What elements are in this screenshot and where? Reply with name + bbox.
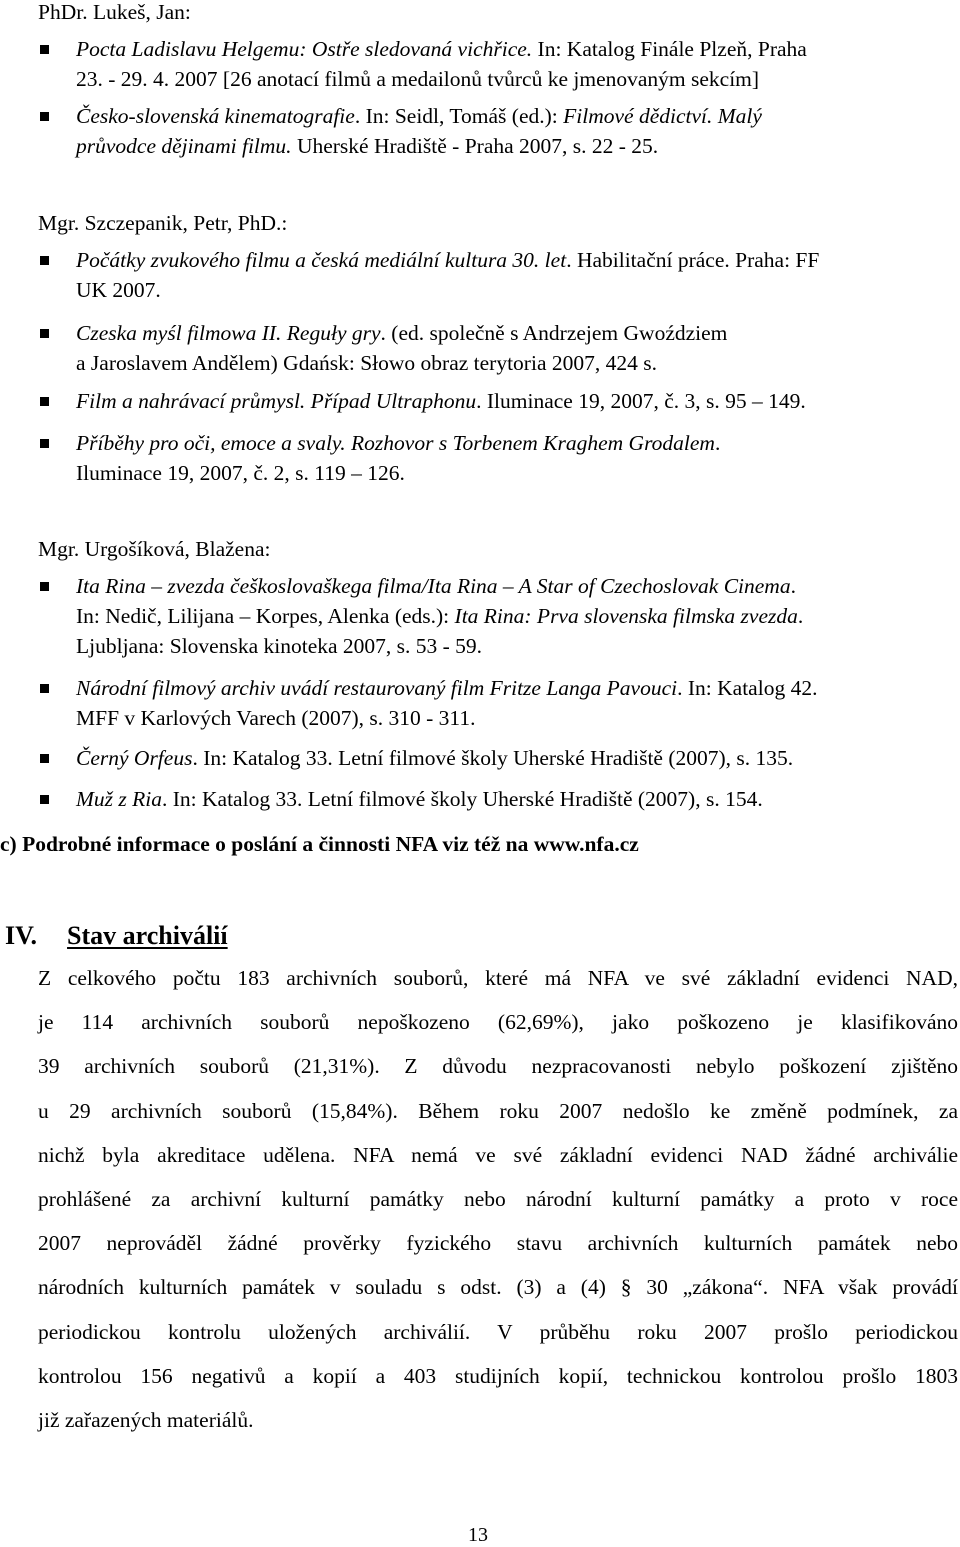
reference-line [76,636,482,658]
bullet-icon [40,329,49,338]
bullet-icon [40,397,49,406]
reference-text: UK 2007. [76,278,161,302]
bullet-icon [40,582,49,591]
reference-line [76,69,759,91]
reference-text: Iluminace 19, 2007, č. 2, s. 119 – 126. [76,461,405,485]
paragraph-line: již zařazených materiálů. [38,1408,254,1432]
chapter-number: IV. [5,921,38,950]
reference-text: 23. - 29. 4. 2007 [26 anotací filmů a medailonů tvůrců ke jmenovaným sekcím] [76,67,760,91]
bullet-icon [40,112,49,121]
reference-line [76,136,658,158]
reference-line [76,250,819,272]
reference-line [76,39,807,61]
paragraph-line: prohlášené za archivní kulturní památky nebo národní kulturní památky a proto v roce [38,1187,958,1211]
reference-line [76,433,720,455]
reference-title: průvodce dějinami filmu. [76,134,292,158]
reference-text: . [714,431,721,455]
reference-title: Muž z Ria [76,787,162,811]
reference-text: . [797,604,804,628]
paragraph-line: kontrolou 156 negativů a kopií a 403 studijních kopií, technickou kontrolou prošlo 1803 [38,1364,958,1388]
page-number: 13 [468,1524,488,1546]
reference-line [76,106,762,128]
reference-title: Ita Rina – zvezda češkoslovaškega filma/Ita Rina – A Star of Czechoslovak Cinema [76,574,791,598]
paragraph-line: nichž byla akreditace udělena. NFA nemá ve své základní evidenci NAD žádné archiválie [38,1143,958,1167]
reference-line [76,353,657,375]
reference-title: Czeska myśl filmowa II. Reguły gry [76,321,381,345]
reference-text: . [790,574,796,598]
reference-title: Film a nahrávací průmysl. Případ Ultraphonu [76,389,477,413]
bullet-icon [40,684,49,693]
reference-text: . In: Seidl, Tomáš (ed.): [354,104,564,128]
bullet-icon [40,754,49,763]
reference-line [76,678,817,700]
reference-line [76,606,803,628]
paragraph-line: periodickou kontrolu uložených archiválií. V průběhu roku 2007 prošlo periodickou [38,1320,958,1344]
author-name: Mgr. Urgošíková, Blažena: [38,537,271,561]
reference-title: Česko-slovenská kinematografie [76,104,355,128]
bullet-icon [40,45,49,54]
reference-line [76,463,405,485]
reference-text: . In: Katalog 33. Letní filmové školy Uherské Hradiště (2007), s. 154. [162,787,763,811]
reference-text: Uherské Hradiště - Praha 2007, s. 22 - 25. [291,134,659,158]
reference-title: Černý Orfeus [76,746,193,770]
reference-text: In: Nedič, Lilijana – Korpes, Alenka (eds.): [76,604,455,628]
note-c: c) Podrobné informace o poslání a činnosti NFA viz též na www.nfa.cz [0,832,639,856]
reference-text: Ljubljana: Slovenska kinoteka 2007, s. 53 - 59. [76,634,483,658]
reference-line [76,789,763,811]
chapter-title: Stav archiválií [67,921,228,950]
reference-title: Národní filmový archiv uvádí restaurovaný film Fritze Langa Pavouci [76,676,678,700]
reference-text: MFF v Karlových Varech (2007), s. 310 - 311. [76,706,476,730]
reference-text: . Habilitační práce. Praha: FF [566,248,820,272]
reference-line [76,391,806,413]
reference-text: a Jaroslavem Andělem) Gdańsk: Słowo obraz terytoria 2007, 424 s. [76,351,657,375]
chapter-heading [5,923,228,949]
author-name: PhDr. Lukeš, Jan: [38,0,191,24]
reference-title: Příběhy pro oči, emoce a svaly. Rozhovor s Torbenem Kraghem Grodalem [76,431,715,455]
paragraph-line: je 114 archivních souborů nepoškozeno (62,69%), jako poškozeno je klasifikováno [38,1010,958,1034]
reference-text: . Iluminace 19, 2007, č. 3, s. 95 – 149. [476,389,806,413]
reference-line [76,748,793,770]
bullet-icon [40,795,49,804]
paragraph-line: 39 archivních souborů (21,31%). Z důvodu nezpracovanosti nebylo poškození zjištěno [38,1054,958,1078]
reference-line [76,708,476,730]
reference-line [76,576,796,598]
reference-line [76,323,727,345]
paragraph-line: Z celkového počtu 183 archivních souborů, které má NFA ve své základní evidenci NAD, [38,966,958,990]
reference-text: . In: Katalog 33. Letní filmové školy Uherské Hradiště (2007), s. 135. [192,746,794,770]
reference-title: Počátky zvukového filmu a česká mediální kultura 30. let [76,248,567,272]
bullet-icon [40,256,49,265]
paragraph-line: národních kulturních památek v souladu s odst. (3) a (4) § 30 „zákona“. NFA však provádí [38,1275,958,1299]
reference-title: Ita Rina: Prva slovenska filmska zvezda [454,604,798,628]
reference-text: In: Katalog Finále Plzeň, Praha [532,37,807,61]
bullet-icon [40,439,49,448]
paragraph-line: 2007 neprováděl žádné prověrky fyzického stavu archivních kulturních památek nebo [38,1231,958,1255]
reference-text: . In: Katalog 42. [677,676,818,700]
paragraph-line: u 29 archivních souborů (15,84%). Během roku 2007 nedošlo ke změně podmínek, za [38,1099,958,1123]
reference-title: Pocta Ladislavu Helgemu: Ostře sledovaná vichřice. [76,37,533,61]
author-name: Mgr. Szczepanik, Petr, PhD.: [38,211,288,235]
reference-line [76,280,161,302]
reference-text: . (ed. společně s Andrzejem Gwoździem [380,321,728,345]
reference-title: Filmové dědictví. Malý [563,104,762,128]
